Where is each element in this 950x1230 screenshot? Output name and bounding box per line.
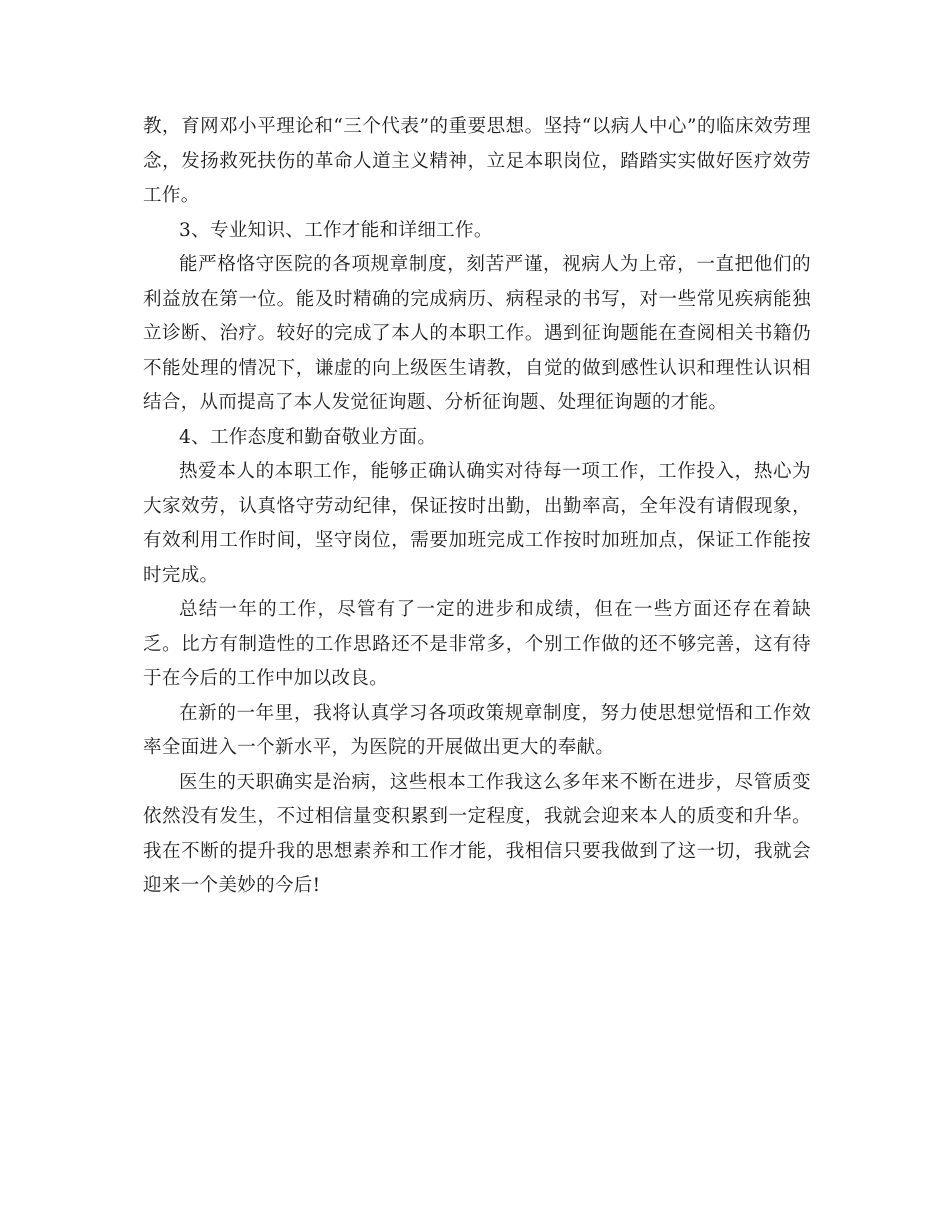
section-heading-3: 3、专业知识、工作才能和详细工作。 [179,219,493,241]
paragraph-5: 在新的一年里，我将认真学习各项政策规章制度，努力使思想觉悟和工作效率全面进入一个新水平，为医院的开展做出更大的奉献。 [143,702,811,758]
paragraph-4: 总结一年的工作，尽管有了一定的进步和成绩，但在一些方面还存在着缺乏。比方有制造性的工作思路还不是非常多，个别工作做的还不够完善，这有待于在今后的工作中加以改良。 [143,599,811,689]
paragraph-6: 医生的天职确实是治病，这些根本工作我这么多年来不断在进步，尽管质变依然没有发生，不过相信量变积累到一定程度，我就会迎来本人的质变和升华。我在不断的提升我的思想素养和工作才能，我相信只要我做到了这一切，我就会迎来一个美妙的今后! [143,771,811,896]
paragraph-2: 能严格恪守医院的各项规章制度，刻苦严谨，视病人为上帝，一直把他们的利益放在第一位。能及时精确的完成病历、病程录的书写，对一些常见疾病能独立诊断、治疗。较好的完成了本人的本职工作。遇到征询题能在查阅相关书籍仍不能处理的情况下，谦虚的向上级医生请教，自觉的做到感性认识和理性认识相结合，从而提高了本人发觉征询题、分析征询题、处理征询题的才能。 [143,254,811,413]
section-heading-4: 4、工作态度和勤奋敬业方面。 [179,426,437,448]
paragraph-1: 教，育网邓小平理论和“三个代表”的重要思想。坚持“以病人中心”的临床效劳理念，发扬救死扶伤的革命人道主义精神，立足本职岗位，踏踏实实做好医疗效劳工作。 [143,116,811,206]
document-body [143,110,811,904]
paragraph-3: 热爱本人的本职工作，能够正确认确实对待每一项工作，工作投入，热心为大家效劳，认真恪守劳动纪律，保证按时出勤，出勤率高，全年没有请假现象，有效利用工作时间，坚守岗位，需要加班完成工作按时加班加点，保证工作能按时完成。 [143,461,811,586]
